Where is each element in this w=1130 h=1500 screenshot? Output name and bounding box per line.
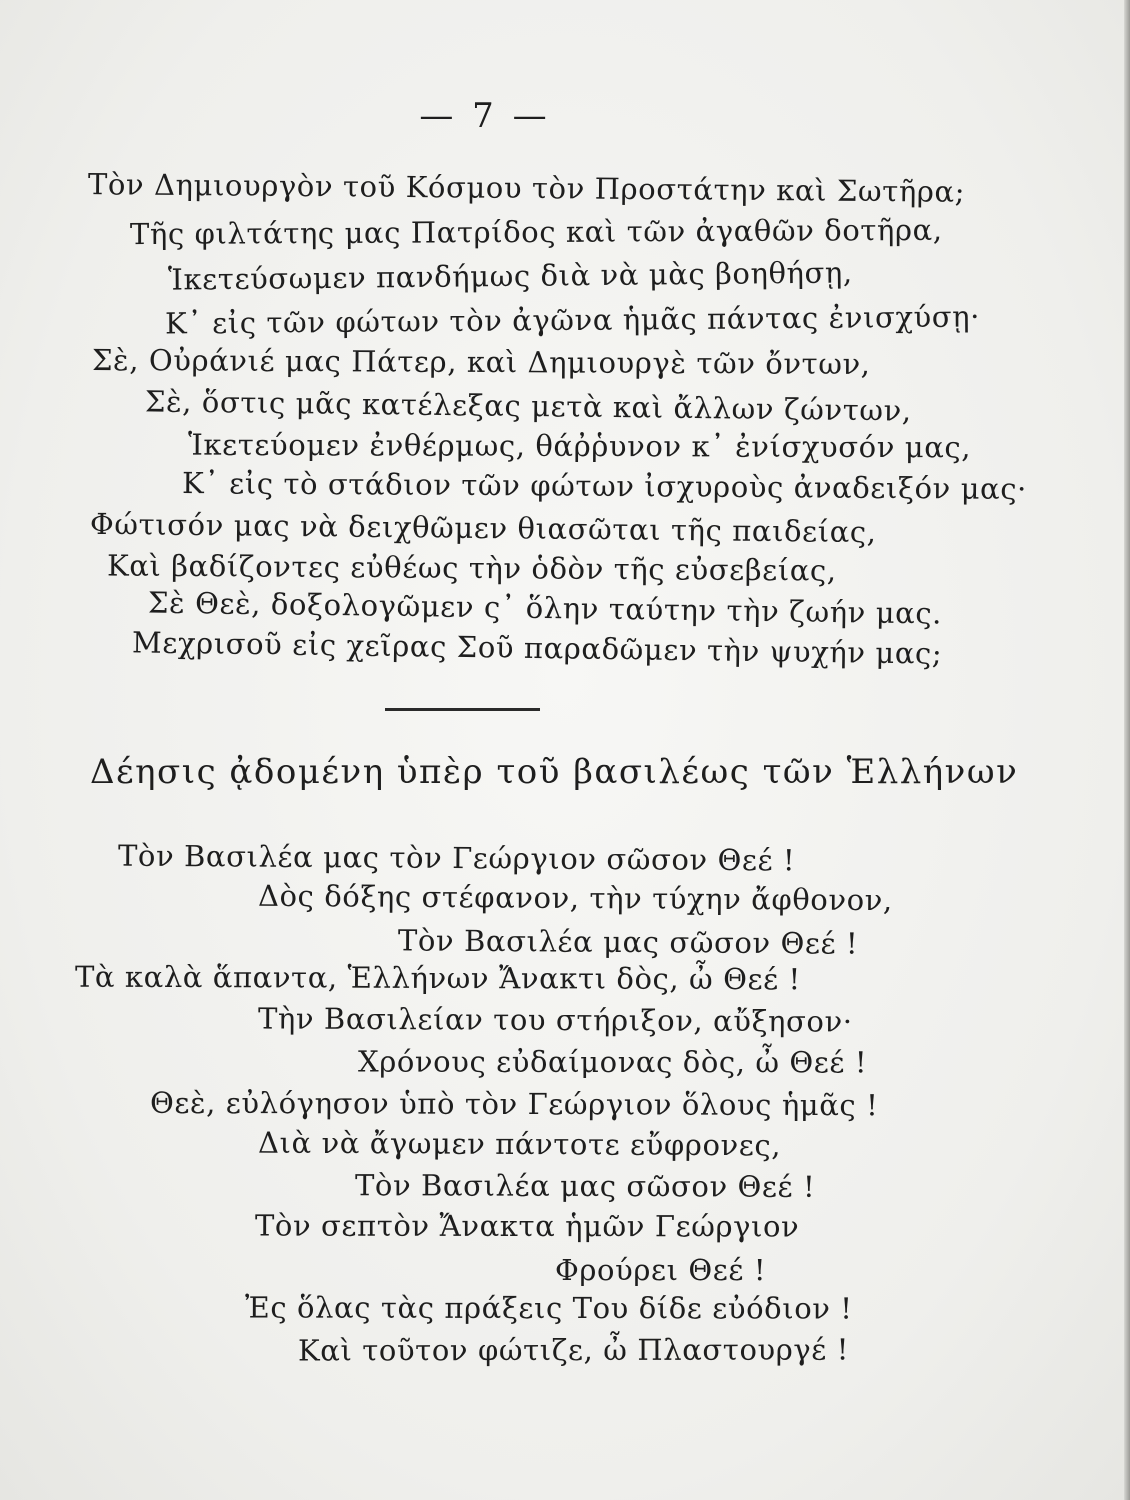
prayer-line: Κ᾽ εἰς τὸ στάδιον τῶν φώτων ἰσχυροὺς ἀναδειξόν μας·: [181, 466, 1028, 506]
hymn-line: Δὸς δόξης στέφανον, τὴν τύχην ἄφθονον,: [257, 878, 893, 918]
hymn-line: Τὴν Βασιλείαν του στήριξον, αὔξησον·: [257, 1001, 853, 1039]
prayer-line: Σὲ, ὅστις μᾶς κατέλεξας μετὰ καὶ ἄλλων ζώντων,: [144, 384, 912, 428]
hymn-line: Τὸν Βασιλέα μας τὸν Γεώργιον σῶσον Θεέ !: [117, 838, 796, 878]
hymn-line: Θεὲ, εὐλόγησον ὑπὸ τὸν Γεώργιον ὅλους ἡμᾶς !: [149, 1085, 879, 1123]
prayer-line: Κ᾽ εἰς τῶν φώτων τὸν ἀγῶνα ἡμᾶς πάντας ἐνισχύσῃ·: [164, 299, 981, 341]
prayer-line: Καὶ βαδίζοντες εὐθέως τὴν ὁδὸν τῆς εὐσεβείας,: [106, 548, 837, 588]
hymn-line: Ἐς ὅλας τὰς πράξεις Του δίδε εὐόδιον !: [244, 1290, 853, 1326]
prayer-line: Τῆς φιλτάτης μας Πατρίδος καὶ τῶν ἀγαθῶν δοτῆρα,: [129, 212, 943, 252]
hymn-line: Τὸν Βασιλέα μας σῶσον Θεέ !: [397, 923, 859, 961]
hymn-line: Διὰ νὰ ἄγωμεν πάντοτε εὔφρονες,: [257, 1125, 782, 1163]
section-divider: [385, 708, 540, 711]
hymn-title: Δέησις ᾀδομένη ὑπὲρ τοῦ βασιλέως τῶν Ἑλλήνων: [90, 752, 1019, 792]
hymn-line: Τὸν σεπτὸν Ἄνακτα ἡμῶν Γεώργιον: [254, 1208, 800, 1244]
hymn-line: Φρούρει Θεέ !: [555, 1253, 767, 1287]
prayer-line: Τὸν Δημιουργὸν τοῦ Κόσμου τὸν Προστάτην καὶ Σωτῆρα;: [87, 167, 966, 209]
page-number: — 7 —: [419, 96, 551, 136]
hymn-line: Τὰ καλὰ ἅπαντα, Ἑλλήνων Ἄνακτι δὸς, ὦ Θεέ !: [74, 959, 801, 997]
prayer-line: Μεχρισοῦ εἰς χεῖρας Σοῦ παραδῶμεν τὴν ψυχήν μας;: [131, 625, 943, 671]
prayer-line: Ἱκετεύσωμεν πανδήμως διὰ νὰ μὰς βοηθήσῃ,: [167, 255, 853, 297]
prayer-line: Ἱκετεύομεν ἐνθέρμως, θάῤῥυνον κ᾽ ἐνίσχυσόν μας,: [187, 427, 972, 465]
prayer-line: Φώτισόν μας νὰ δειχθῶμεν θιασῶται τῆς παιδείας,: [89, 506, 877, 550]
hymn-line: Καὶ τοῦτον φώτιζε, ὦ Πλαστουργέ !: [297, 1332, 850, 1368]
prayer-line: Σὲ, Οὐράνιέ μας Πάτερ, καὶ Δημιουργὲ τῶν ὄντων,: [91, 342, 871, 382]
prayer-line: Σὲ Θεὲ, δοξολογῶμεν ς᾽ ὅλην ταύτην τὴν ζωήν μας.: [147, 585, 943, 631]
hymn-line: Χρόνους εὐδαίμονας δὸς, ὦ Θεέ !: [357, 1044, 868, 1080]
page-edge-shadow: [1124, 0, 1130, 1500]
hymn-line: Τὸν Βασιλέα μας σῶσον Θεέ !: [354, 1168, 816, 1204]
